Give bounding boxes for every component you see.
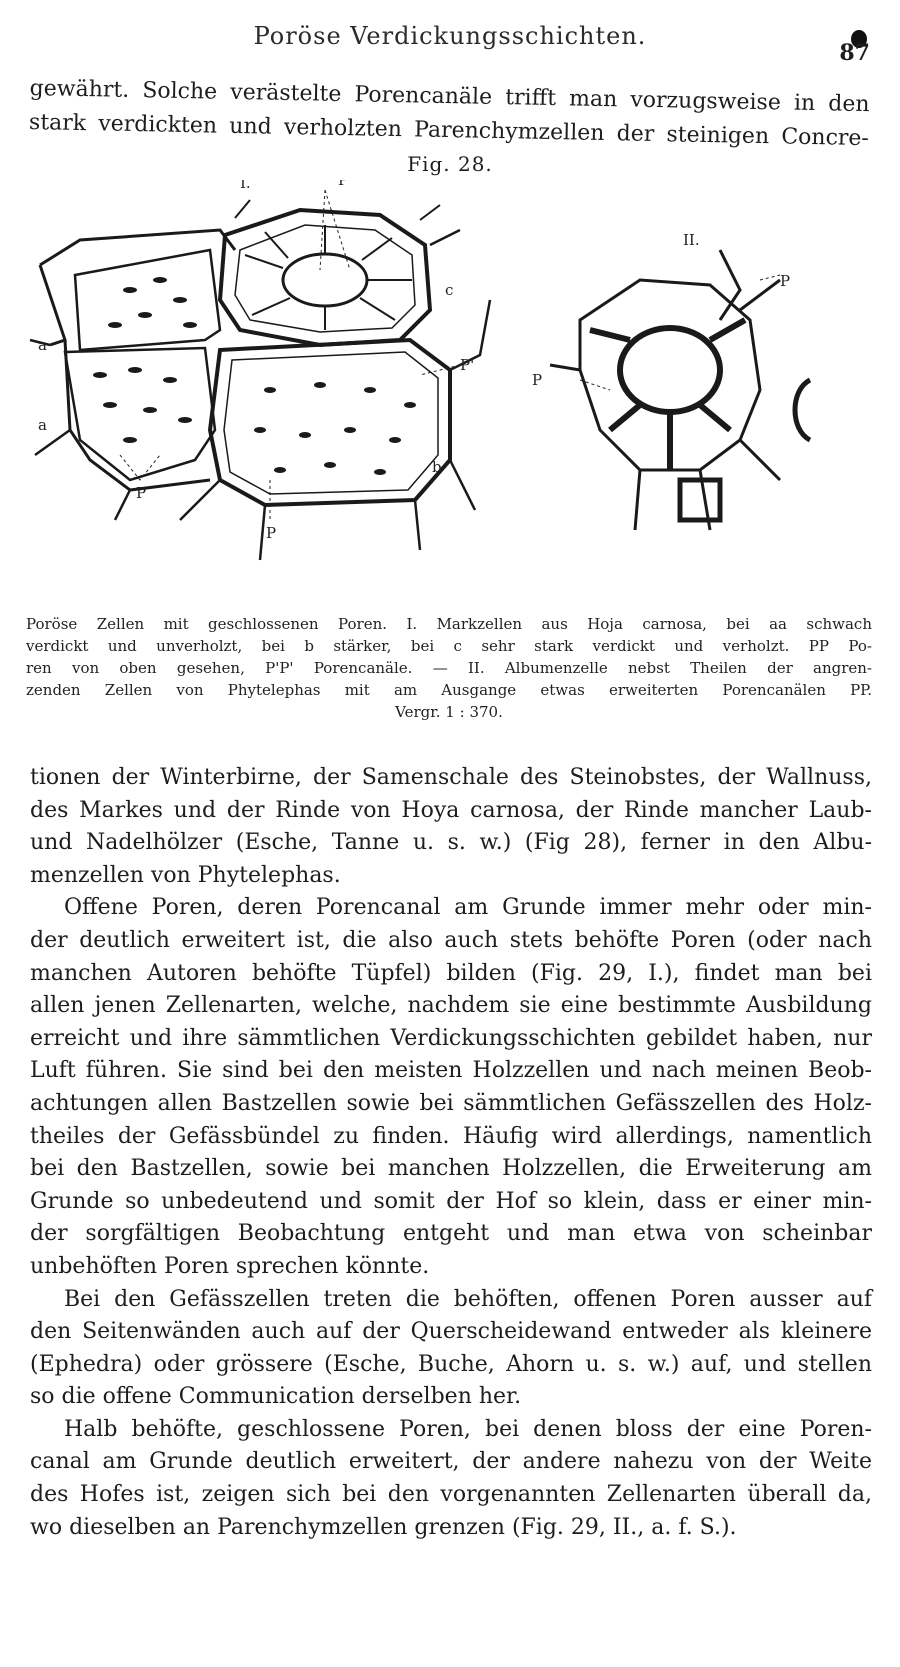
text-line: unbehöften Poren sprechen könnte. bbox=[30, 1253, 430, 1279]
label-p-prime-top: P' bbox=[338, 180, 353, 189]
label-a-upper: a bbox=[38, 336, 47, 354]
label-p-right-top: P bbox=[780, 272, 791, 290]
figure-caption bbox=[26, 613, 872, 723]
label-a-lower: a bbox=[38, 416, 47, 434]
text-line: tionen der Winterbirne, der Samenschale des Steinobstes, der Wallnuss, bbox=[30, 765, 872, 790]
text-line: (Ephedra) oder grössere (Esche, Buche, Ahorn u. s. w.) auf, und stellen bbox=[30, 1351, 872, 1377]
text-line: den Seitenwänden auch auf der Querscheidewand entweder als kleinere bbox=[30, 1319, 872, 1345]
caption-line: verdickt und unverholzt, bei b stärker, bei c sehr stark verdickt und verholzt. PP Po- bbox=[26, 637, 872, 655]
page-number: 87 bbox=[839, 40, 870, 66]
text-line: manchen Autoren behöfte Tüpfel) bilden (Fig. 29, I.), findet man bei bbox=[30, 960, 872, 986]
figure-title: Fig. 28. bbox=[407, 152, 493, 176]
caption-line: ren von oben gesehen, P'P' Porencanäle. — II. Albumenzelle nebst Theilen der angren- bbox=[26, 659, 872, 677]
caption-line: Poröse Zellen mit geschlossenen Poren. I. Markzellen aus Hoja carnosa, bei aa schwach bbox=[26, 615, 872, 633]
caption-line: zenden Zellen von Phytelephas mit am Ausgange etwas erweiterten Porencanälen PP. bbox=[26, 681, 872, 699]
text-line: Halb behöfte, geschlossene Poren, bei denen bloss der eine Poren- bbox=[64, 1416, 872, 1442]
label-roman-one: I. bbox=[240, 180, 251, 192]
label-p-right-left: P bbox=[532, 371, 543, 389]
pore-dots bbox=[93, 277, 416, 475]
text-line: der sorgfältigen Beobachtung entgeht und man etwa von scheinbar bbox=[30, 1221, 872, 1247]
text-line: so die offene Communication derselben her. bbox=[30, 1384, 522, 1410]
label-roman-two: II. bbox=[683, 231, 700, 249]
label-p-prime-mid: P' bbox=[460, 356, 475, 374]
text-line: Luft führen. Sie sind bei den meisten Holzzellen und nach meinen Beob- bbox=[30, 1058, 872, 1084]
top-paragraph bbox=[29, 72, 870, 156]
text-line: gewährt. Solche verästelte Porencanäle trifft man vorzugsweise in den bbox=[29, 75, 870, 118]
figure-28 bbox=[20, 180, 880, 600]
label-c: c bbox=[445, 281, 454, 299]
label-p-lower-left: P bbox=[136, 484, 147, 502]
caption-line: Vergr. 1 : 370. bbox=[395, 703, 503, 721]
label-p-lower-center: P bbox=[266, 524, 277, 542]
text-line: Bei den Gefässzellen treten die behöften, offenen Poren ausser auf bbox=[64, 1286, 872, 1312]
text-line: achtungen allen Bastzellen sowie bei sämmtlichen Gefässzellen des Holz- bbox=[30, 1090, 872, 1116]
text-line: bei den Bastzellen, sowie bei manchen Holzzellen, die Erweiterung am bbox=[30, 1156, 872, 1182]
text-line: menzellen von Phytelephas. bbox=[30, 862, 341, 888]
running-header: Poröse Verdickungsschichten. bbox=[253, 22, 647, 50]
text-line: theiles der Gefässbündel zu finden. Häufig wird allerdings, namentlich bbox=[30, 1123, 872, 1149]
text-line: Grunde so unbedeutend und somit der Hof so klein, dass er einer min- bbox=[30, 1188, 872, 1214]
figure-one-drawing bbox=[30, 200, 490, 560]
label-b: b bbox=[432, 458, 442, 476]
figure-two-drawing bbox=[550, 250, 810, 530]
text-line: des Markes und der Rinde von Hoya carnosa, der Rinde mancher Laub- bbox=[30, 797, 872, 823]
text-line: allen jenen Zellenarten, welche, nachdem sie eine bestimmte Ausbildung bbox=[30, 993, 872, 1019]
cell-illustration bbox=[20, 180, 880, 600]
text-line: canal am Grunde deutlich erweitert, der andere nahezu von der Weite bbox=[30, 1449, 872, 1475]
text-line: Offene Poren, deren Porencanal am Grunde immer mehr oder min- bbox=[64, 895, 872, 921]
text-line: wo dieselben an Parenchymzellen grenzen (Fig. 29, II., a. f. S.). bbox=[30, 1514, 737, 1540]
text-line: erreicht und ihre sämmtlichen Verdickungsschichten gebildet haben, nur bbox=[30, 1025, 872, 1051]
text-line: des Hofes ist, zeigen sich bei den vorgenannten Zellenarten überall da, bbox=[30, 1482, 872, 1508]
body-text bbox=[30, 762, 872, 1544]
text-line: stark verdickten und verholzten Parenchymzellen der steinigen Concre- bbox=[28, 109, 870, 152]
text-line: und Nadelhölzer (Esche, Tanne u. s. w.) (Fig 28), ferner in den Albu- bbox=[30, 830, 872, 856]
text-line: der deutlich erweitert ist, die also auch stets behöfte Poren (oder nach bbox=[30, 927, 872, 953]
